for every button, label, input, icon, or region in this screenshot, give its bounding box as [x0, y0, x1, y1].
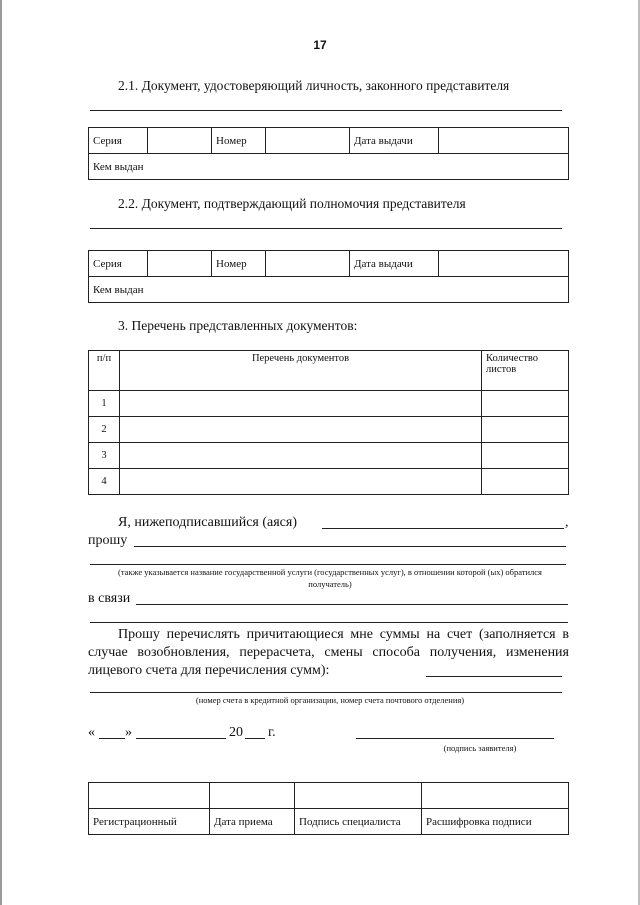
undersigned-name-line[interactable]: [322, 528, 564, 529]
reg-specialist-sign-field[interactable]: [295, 783, 422, 809]
page-number: 17: [313, 38, 327, 52]
row-number: 1: [89, 391, 120, 417]
reg-header-number: Регистрационный: [89, 809, 210, 835]
signature-line[interactable]: [356, 738, 554, 739]
day-line[interactable]: [99, 738, 125, 739]
issued-by-field[interactable]: [89, 277, 569, 303]
number-field[interactable]: [266, 128, 350, 154]
section-2-1-heading: 2.1. Документ, удостоверяющий личность, законного представителя: [118, 78, 510, 93]
number-label: Номер: [212, 251, 266, 277]
sheet-count-cell[interactable]: [482, 391, 569, 417]
reg-header-date: Дата приема: [210, 809, 295, 835]
section-2-2-fill-line: [90, 228, 562, 229]
issue-date-label: Дата выдачи: [350, 128, 439, 154]
issued-by-label: Кем выдан: [93, 283, 144, 296]
date-open-quote: «: [88, 725, 95, 740]
doc-name-cell[interactable]: [120, 469, 482, 495]
request-text: прошу: [88, 533, 128, 548]
series-field[interactable]: [148, 251, 212, 277]
row-number: 3: [89, 443, 120, 469]
signature-note: (подпись заявителя): [443, 743, 517, 753]
request-line-2[interactable]: [90, 564, 566, 565]
documents-table: [88, 350, 569, 495]
issue-date-field[interactable]: [439, 128, 569, 154]
account-line[interactable]: [90, 692, 562, 693]
sheet-count-cell[interactable]: [482, 443, 569, 469]
issued-by-label: Кем выдан: [93, 160, 144, 173]
section-2-1-table: [88, 127, 569, 180]
series-label: Серия: [89, 251, 148, 277]
in-connection-line[interactable]: [136, 604, 568, 605]
row-number: 4: [89, 469, 120, 495]
section-2-1-fill-line: [90, 110, 562, 111]
year-suffix: г.: [268, 725, 276, 740]
in-connection-text: в связи: [88, 591, 131, 606]
scan-edge-left: [0, 0, 2, 905]
issue-date-label: Дата выдачи: [350, 251, 439, 277]
doc-name-cell[interactable]: [120, 417, 482, 443]
sheet-count-cell[interactable]: [482, 417, 569, 443]
reg-number-field[interactable]: [89, 783, 210, 809]
account-inline-line[interactable]: [426, 676, 562, 677]
year-prefix: 20: [229, 725, 243, 740]
section-2-2-heading: 2.2. Документ, подтверждающий полномочия представителя: [118, 196, 466, 211]
transfer-request-text: Прошу перечислять причитающиеся мне суммы на счет (заполняется в случае возобновления, перерасчета, смены способа получения, изменения лицевого счета для перечисления сумм):: [88, 627, 569, 678]
reg-header-specialist-sign: Подпись специалиста: [295, 809, 422, 835]
year-line[interactable]: [245, 738, 265, 739]
request-line[interactable]: [134, 546, 566, 547]
registration-table: [88, 782, 569, 835]
service-name-note: (также указывается название государственной услуги (государственных услуг), в отношении которой (ых) обратился получатель): [118, 567, 542, 589]
series-field[interactable]: [148, 128, 212, 154]
sheet-count-cell[interactable]: [482, 469, 569, 495]
in-connection-line-2[interactable]: [90, 622, 568, 623]
col-header-count: Количество листов: [482, 351, 569, 391]
reg-header-sign-decode: Расшифровка подписи: [422, 809, 569, 835]
row-number: 2: [89, 417, 120, 443]
issue-date-field[interactable]: [439, 251, 569, 277]
series-label: Серия: [89, 128, 148, 154]
col-header-num: п/п: [89, 351, 120, 391]
reg-date-field[interactable]: [210, 783, 295, 809]
month-line[interactable]: [136, 738, 226, 739]
section-3-heading: 3. Перечень представленных документов:: [118, 318, 358, 333]
undersigned-comma: ,: [565, 515, 569, 530]
section-2-2-table: [88, 250, 569, 303]
date-close-quote: »: [125, 725, 132, 740]
reg-sign-decode-field[interactable]: [422, 783, 569, 809]
undersigned-text: Я, нижеподписавшийся (аяся): [118, 515, 297, 530]
number-field[interactable]: [266, 251, 350, 277]
doc-name-cell[interactable]: [120, 443, 482, 469]
issued-by-field[interactable]: [89, 154, 569, 180]
account-note: (номер счета в кредитной организации, номер счета почтового отделения): [195, 695, 465, 705]
doc-name-cell[interactable]: [120, 391, 482, 417]
col-header-docs: Перечень документов: [120, 351, 482, 391]
number-label: Номер: [212, 128, 266, 154]
